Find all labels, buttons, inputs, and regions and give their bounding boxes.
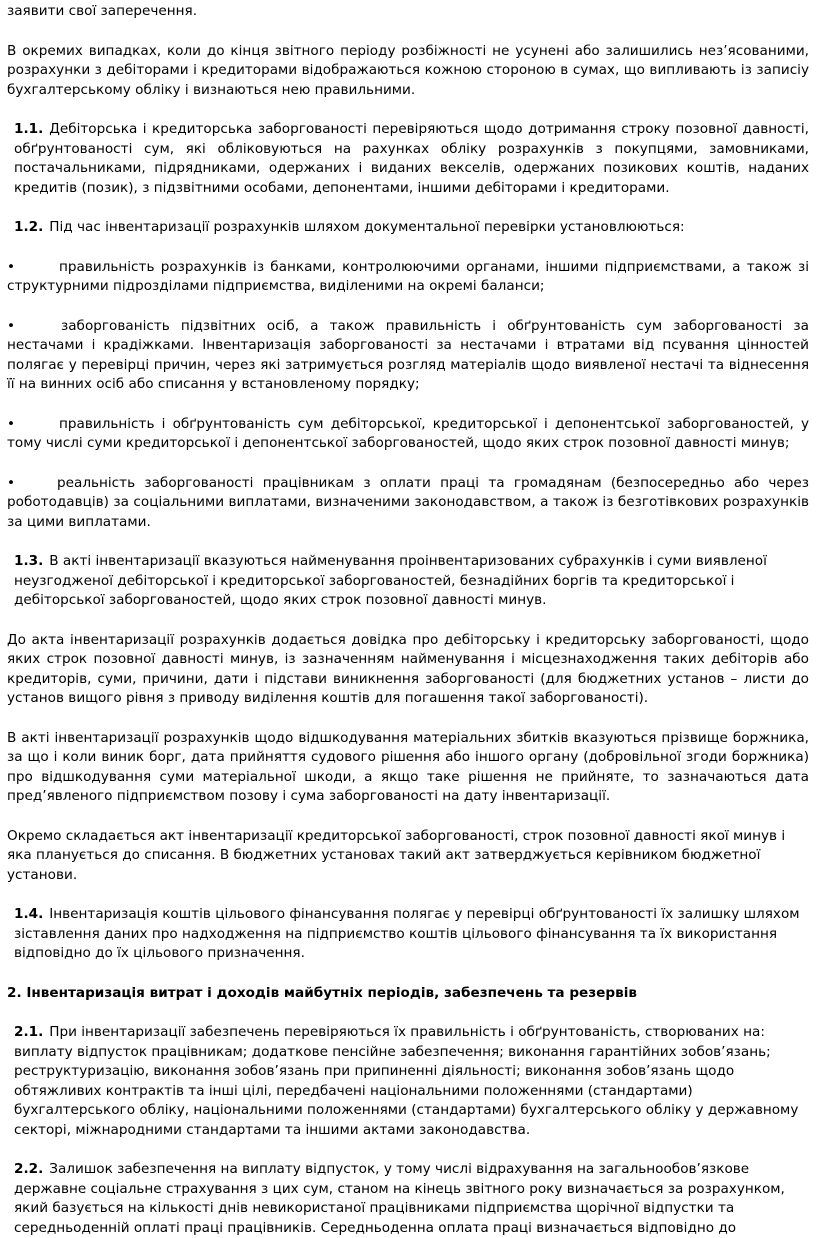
bullet-text: правильність розрахунків із банками, контролюючими органами, іншими підприємствами, а також зі структурними підрозділами підприємства, виділеними на окремі баланси; [7,258,809,294]
paragraph-damages: В акті інвентаризації розрахунків щодо відшкодування матеріальних збитків вказуються прізвище боржника, за що і коли виник борг, дата прийняття судового рішення або іншого органу (добровільної згоди боржника) про відшкодування суми матеріальної шкоди, а якщо таке рішення не прийняте, то зазначаються дата пред’явленого підприємством позову і сума заборгованості на дату інвентаризації. [7,729,809,804]
section-text: Залишок забезпечення на виплату відпусток, у тому числі відрахування на загальнообов’язкове державне соціальне страхування з цих сум, станом на кінець звітного року визначається за розрахунком, який базується на кількості днів невикористаної працівниками підприємства щорічної відпустки та середньоденній оплаті праці працівників. Середньоденна оплата праці визначається відповідно до [14,1161,785,1236]
paragraph-discrepancies: В окремих випадках, коли до кінця звітного періоду розбіжності не усунені або залишились нез’ясованими, розрахунки з дебіторами і кредиторами відображаються кожною стороною в сумах, що випливають із записіу бухгалтерському обліку і визнаються нею правильними. [7,42,809,98]
section-1-2 [7,218,809,238]
section-number: 1.4. [14,906,44,922]
paragraph-certificate: До акта інвентаризації розрахунків додається довідка про дебіторську і кредиторську заборгованості, щодо яких строк позовної давності минув, із зазначенням найменування і місцезнаходження таких дебіторів або кредиторів, суми, причини, дати і підстави виникнення заборгованості (для бюджетних установ – листи до установ вищого рівня з приводу виділення коштів для погашення такої заборгованості). [7,631,809,706]
paragraph-separate-act: Окремо складається акт інвентаризації кредиторської заборгованості, строк позовної давності якої минув і яка планується до списання. В бюджетних установах такий акт затверджується керівником бюджетної установи. [7,827,786,883]
bullet-icon: • [7,317,16,334]
section-number: 1.2. [14,219,44,235]
bullet-text: правильність і обґрунтованість сум дебіторської, кредиторської і депонентської заборгованостей, у тому числі суми кредиторської і депонентської заборгованостей, щодо яких строк позовної давності минув; [7,415,809,451]
section-text: Інвентаризація коштів цільового фінансування полягає у перевірці обґрунтованості їх залишку шляхом зіставлення даних про надходження на підприємство коштів цільового фінансування та їх використання відповідно до їх цільового призначення. [14,906,800,961]
section-text: Під час інвентаризації розрахунків шляхом документальної перевірки установлюються: [49,219,685,235]
section-text: При інвентаризації забезпечень перевіряються їх правильність і обґрунтованість, створюваних на: виплату відпусток працівникам; додаткове пенсійне забезпечення; виконання гарантійних зобов’язань; реструктуризацію, виконання зобов’язань при припиненні діяльності; виконання зобов’язань щодо обтяжливих контрактів та інші цілі, передбачені національними положеннями (стандартами) бухгалтерського обліку, національними положеннями (стандартами) бухгалтерського обліку у державному секторі, міжнародними стандартами та іншими актами законодавства. [14,1024,799,1138]
section-number: 2.1. [14,1024,44,1040]
section-2-2 [7,1160,809,1238]
bullet-item-wages [7,474,809,533]
bullet-text: реальність заборгованості працівникам з оплати праці та громадянам (безпосередньо або через роботодавців) за соціальними виплатами, визначеними законодавством, а також із безготівкових розрахунків за цими виплатами. [7,474,809,530]
paragraph-intro: заявити свої заперечення. [7,3,198,19]
section-number: 1.1. [14,121,44,137]
bullet-icon: • [7,258,16,275]
section-1-4 [7,905,809,964]
section-text: Дебіторська і кредиторська заборгованості перевіряються щодо дотримання строку позовної давності, обґрунтованості сум, які обліковуються на рахунках обліку розрахунків з покупцями, замовниками, постачальниками, підрядниками, одержаних і виданих векселів, одержаних позикових коштів, наданих кредитів (позик), з підзвітними особами, депонентами, іншими дебіторами і кредиторами. [14,121,809,196]
bullet-item-accountable-persons [7,317,809,395]
bullet-icon: • [7,415,16,432]
section-1-3 [7,552,809,611]
section-1-1 [7,120,809,198]
section-number: 2.2. [14,1161,44,1177]
section-heading-2: 2. Інвентаризація витрат і доходів майбутніх періодів, забезпечень та резервів [7,984,637,1001]
section-2-1 [7,1023,809,1140]
section-number: 1.3. [14,553,44,569]
section-text: В акті інвентаризації вказуються найменування проінвентаризованих субрахунків і суми виявленої неузгодженої дебіторської і кредиторської заборгованостей, безнадійних боргів та кредиторської і дебіторської заборгованостей, щодо яких строк позовної давності минув. [14,553,767,608]
bullet-text: заборгованість підзвітних осіб, а також правильність і обґрунтованість сум заборгованості за нестачами і крадіжками. Інвентаризація заборгованості за нестачами і втратами від псування цінностей полягає у перевірці причин, через які затримується розгляд матеріалів щодо виявленої нестачі та віднесення її на винних осіб або списання у встановленому порядку; [7,317,809,392]
bullet-icon: • [7,474,16,491]
bullet-item-debtor-creditor [7,415,809,454]
bullet-item-banks [7,258,809,297]
